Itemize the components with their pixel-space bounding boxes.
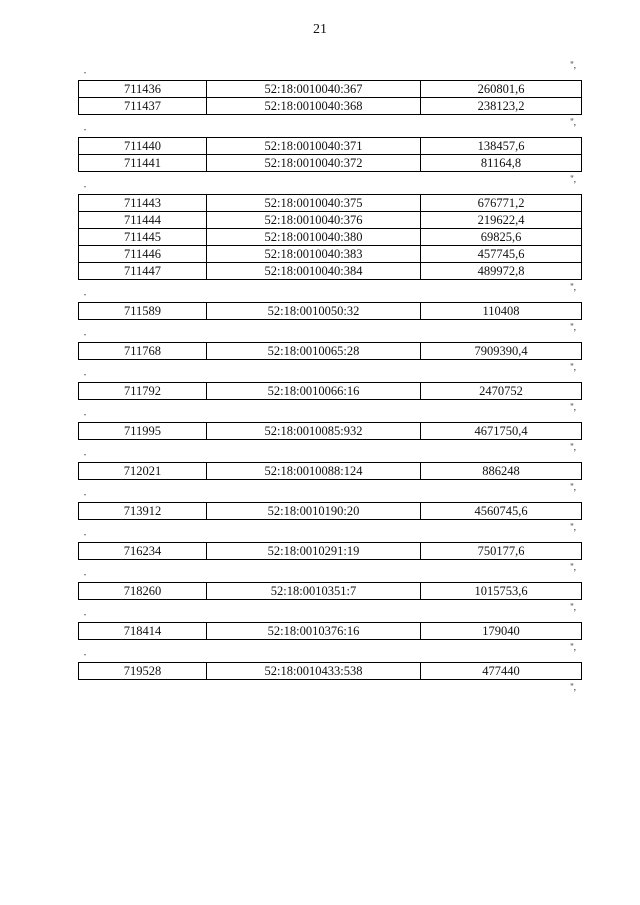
cadastral-number-cell: 52:18:0010040:372 [207, 155, 421, 172]
record-number-cell: 718414 [79, 623, 207, 640]
table-row [79, 81, 582, 98]
cadastral-number-cell: 52:18:0010085:932 [207, 423, 421, 440]
closing-quote-mark: ", [570, 60, 576, 70]
closing-quote-mark: ", [570, 174, 576, 184]
value-cell: 81164,8 [421, 155, 582, 172]
registry-table [78, 342, 582, 360]
table-block [78, 442, 580, 480]
registry-table [78, 302, 582, 320]
registry-table [78, 422, 582, 440]
cadastral-number-cell: 52:18:0010040:380 [207, 229, 421, 246]
record-number-cell: 711446 [79, 246, 207, 263]
record-number-cell: 719528 [79, 663, 207, 680]
value-cell: 138457,6 [421, 138, 582, 155]
table-block [78, 282, 580, 320]
table-row [79, 98, 582, 115]
closing-quote-mark: ", [570, 402, 576, 412]
record-number-cell: 711440 [79, 138, 207, 155]
opening-quote-mark: " [84, 186, 87, 192]
registry-table [78, 622, 582, 640]
record-number-cell: 712021 [79, 463, 207, 480]
table-row [79, 138, 582, 155]
value-cell: 4671750,4 [421, 423, 582, 440]
record-number-cell: 711444 [79, 212, 207, 229]
value-cell: 219622,4 [421, 212, 582, 229]
record-number-cell: 711445 [79, 229, 207, 246]
opening-quote-mark: " [84, 414, 87, 420]
cadastral-number-cell: 52:18:0010351:7 [207, 583, 421, 600]
table-block [78, 174, 580, 280]
value-cell: 676771,2 [421, 195, 582, 212]
opening-quote-mark: " [84, 374, 87, 380]
cadastral-number-cell: 52:18:0010040:383 [207, 246, 421, 263]
cadastral-number-cell: 52:18:0010291:19 [207, 543, 421, 560]
record-number-cell: 711792 [79, 383, 207, 400]
closing-quote-mark: ", [570, 442, 576, 452]
value-cell: 457745,6 [421, 246, 582, 263]
cadastral-number-cell: 52:18:0010040:384 [207, 263, 421, 280]
opening-quote-mark: " [84, 534, 87, 540]
table-row [79, 623, 582, 640]
record-number-cell: 711443 [79, 195, 207, 212]
opening-quote-mark: " [84, 574, 87, 580]
value-cell: 1015753,6 [421, 583, 582, 600]
record-number-cell: 716234 [79, 543, 207, 560]
record-number-cell: 711436 [79, 81, 207, 98]
cadastral-number-cell: 52:18:0010376:16 [207, 623, 421, 640]
table-row [79, 343, 582, 360]
registry-table [78, 462, 582, 480]
value-cell: 110408 [421, 303, 582, 320]
table-row [79, 463, 582, 480]
value-cell: 489972,8 [421, 263, 582, 280]
table-block [78, 362, 580, 400]
closing-quote-mark: ", [570, 362, 576, 372]
table-block [78, 482, 580, 520]
table-block [78, 322, 580, 360]
closing-quote-mark: ", [570, 562, 576, 572]
record-number-cell: 711441 [79, 155, 207, 172]
table-row [79, 423, 582, 440]
closing-quote-mark: ", [570, 282, 576, 292]
table-row [79, 303, 582, 320]
cadastral-number-cell: 52:18:0010040:368 [207, 98, 421, 115]
value-cell: 886248 [421, 463, 582, 480]
registry-table [78, 662, 582, 680]
registry-table [78, 194, 582, 280]
value-cell: 260801,6 [421, 81, 582, 98]
cadastral-number-cell: 52:18:0010066:16 [207, 383, 421, 400]
registry-table [78, 502, 582, 520]
closing-quote-mark: ", [570, 602, 576, 612]
opening-quote-mark: " [84, 454, 87, 460]
cadastral-number-cell: 52:18:0010050:32 [207, 303, 421, 320]
table-block [78, 402, 580, 440]
value-cell: 69825,6 [421, 229, 582, 246]
registry-table [78, 542, 582, 560]
closing-quote-mark: ", [570, 522, 576, 532]
table-block [78, 522, 580, 560]
value-cell: 179040 [421, 623, 582, 640]
record-number-cell: 718260 [79, 583, 207, 600]
record-number-cell: 711447 [79, 263, 207, 280]
opening-quote-mark: " [84, 614, 87, 620]
cadastral-number-cell: 52:18:0010433:538 [207, 663, 421, 680]
table-block [78, 642, 580, 680]
table-block [78, 117, 580, 172]
cadastral-number-cell: 52:18:0010040:367 [207, 81, 421, 98]
registry-table [78, 137, 582, 172]
table-block [78, 602, 580, 640]
record-number-cell: 711768 [79, 343, 207, 360]
value-cell: 2470752 [421, 383, 582, 400]
cadastral-number-cell: 52:18:0010088:124 [207, 463, 421, 480]
table-row [79, 503, 582, 520]
table-row [79, 263, 582, 280]
cadastral-number-cell: 52:18:0010065:28 [207, 343, 421, 360]
table-row [79, 229, 582, 246]
page-number: 21 [313, 22, 327, 37]
record-number-cell: 713912 [79, 503, 207, 520]
opening-quote-mark: " [84, 654, 87, 660]
opening-quote-mark: " [84, 494, 87, 500]
registry-table [78, 582, 582, 600]
cadastral-number-cell: 52:18:0010190:20 [207, 503, 421, 520]
closing-quote-mark: ", [570, 642, 576, 652]
table-block [78, 562, 580, 600]
opening-quote-mark: " [84, 129, 87, 135]
opening-quote-mark: " [84, 334, 87, 340]
record-number-cell: 711437 [79, 98, 207, 115]
value-cell: 4560745,6 [421, 503, 582, 520]
table-row [79, 383, 582, 400]
closing-quote-mark: ", [570, 482, 576, 492]
cadastral-number-cell: 52:18:0010040:371 [207, 138, 421, 155]
closing-quote-mark: ", [570, 117, 576, 127]
table-row [79, 663, 582, 680]
closing-quote-mark: ", [570, 682, 576, 692]
table-block [78, 60, 580, 115]
table-row [79, 583, 582, 600]
opening-quote-mark: " [84, 72, 87, 78]
table-row [79, 543, 582, 560]
value-cell: 238123,2 [421, 98, 582, 115]
table-row [79, 246, 582, 263]
cadastral-number-cell: 52:18:0010040:375 [207, 195, 421, 212]
closing-quote-mark: ", [570, 322, 576, 332]
value-cell: 750177,6 [421, 543, 582, 560]
value-cell: 7909390,4 [421, 343, 582, 360]
registry-table [78, 382, 582, 400]
registry-table [78, 80, 582, 115]
value-cell: 477440 [421, 663, 582, 680]
table-row [79, 212, 582, 229]
document-body [78, 60, 580, 692]
opening-quote-mark: " [84, 294, 87, 300]
table-row [79, 195, 582, 212]
cadastral-number-cell: 52:18:0010040:376 [207, 212, 421, 229]
record-number-cell: 711995 [79, 423, 207, 440]
table-row [79, 155, 582, 172]
record-number-cell: 711589 [79, 303, 207, 320]
